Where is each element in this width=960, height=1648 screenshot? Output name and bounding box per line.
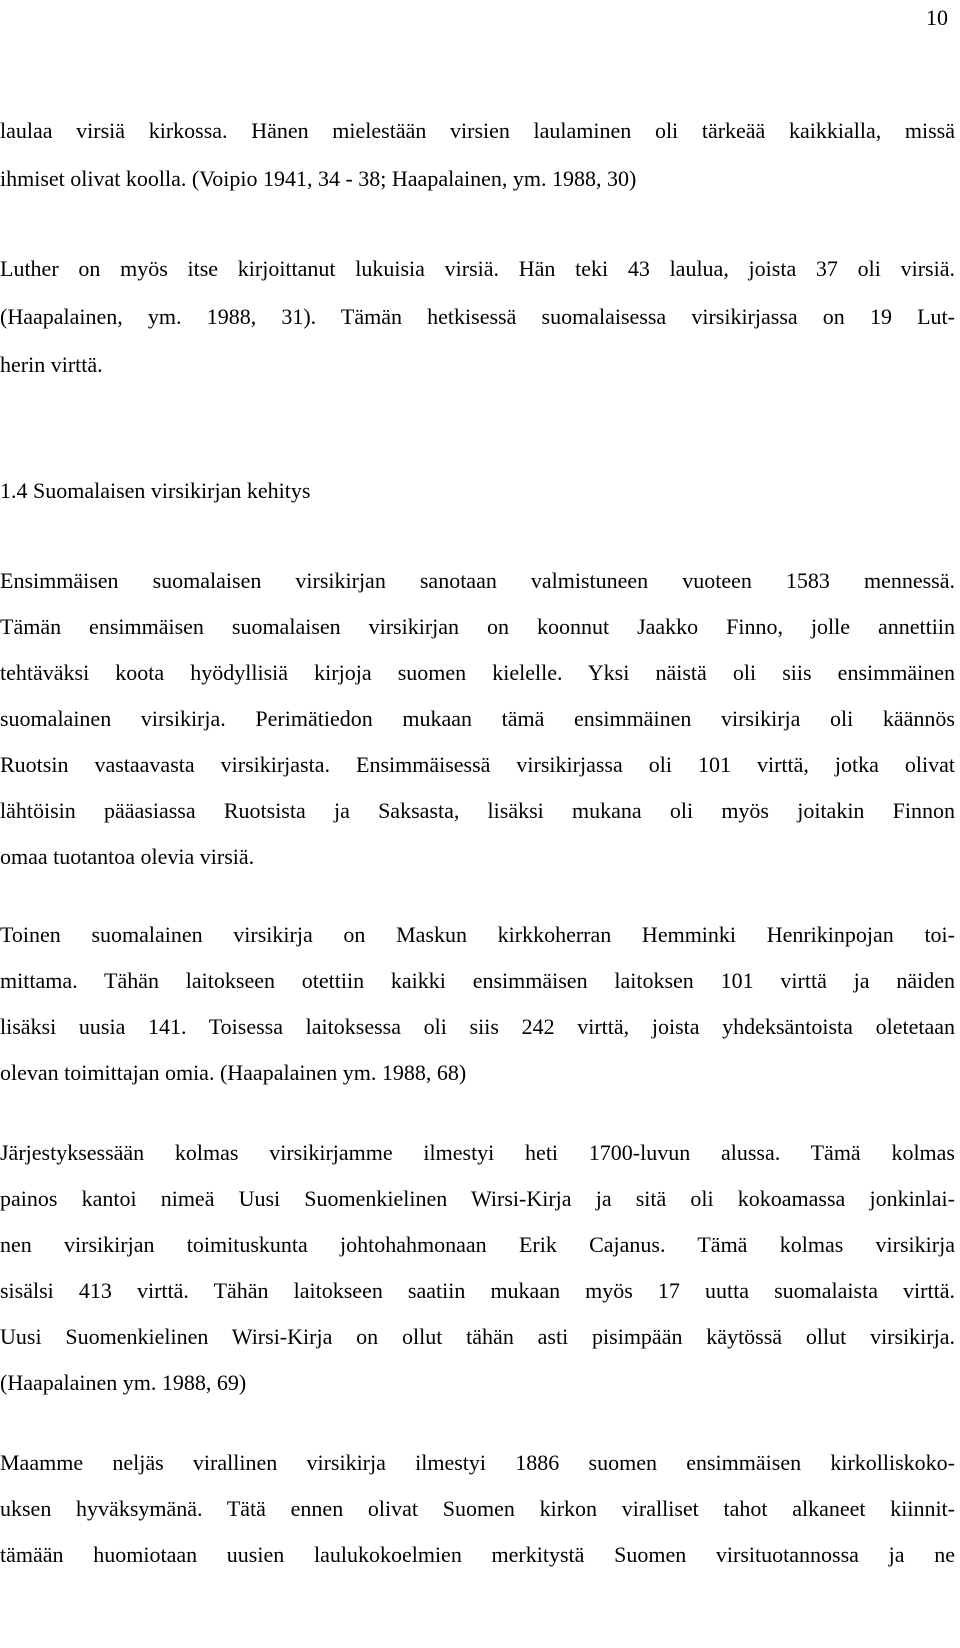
paragraph-1-line-2: ihmiset olivat koolla. (Voipio 1941, 34 - 38; Haapalainen, ym. 1988, 30) xyxy=(0,166,637,191)
paragraph-5-line-2: painos kantoi nimeä Uusi Suomenkielinen Wirsi-Kirja ja sitä oli kokoamassa jonkinlai- xyxy=(0,1186,955,1211)
paragraph-3-line-2: Tämän ensimmäisen suomalaisen virsikirjan on koonnut Jaakko Finno, jolle annettiin xyxy=(0,614,955,639)
paragraph-3-line-1: Ensimmäisen suomalaisen virsikirjan sanotaan valmistuneen vuoteen 1583 mennessä. xyxy=(0,568,955,593)
paragraph-6-line-2: uksen hyväksymänä. Tätä ennen olivat Suomen kirkon viralliset tahot alkaneet kiinnit- xyxy=(0,1496,955,1521)
section-heading: 1.4 Suomalaisen virsikirjan kehitys xyxy=(0,478,311,503)
paragraph-3-line-7: omaa tuotantoa olevia virsiä. xyxy=(0,844,255,869)
paragraph-3-line-4: suomalainen virsikirja. Perimätiedon mukaan tämä ensimmäinen virsikirja oli käännös xyxy=(0,706,955,731)
paragraph-1-line-1: laulaa virsiä kirkossa. Hänen mielestään virsien laulaminen oli tärkeää kaikkialla, missä xyxy=(0,118,955,143)
paragraph-5-line-1: Järjestyksessään kolmas virsikirjamme ilmestyi heti 1700-luvun alussa. Tämä kolmas xyxy=(0,1140,955,1165)
paragraph-3-line-6: lähtöisin pääasiassa Ruotsista ja Saksasta, lisäksi mukana oli myös joitakin Finnon xyxy=(0,798,955,823)
paragraph-4-line-2: mittama. Tähän laitokseen otettiin kaikki ensimmäisen laitoksen 101 virttä ja näiden xyxy=(0,968,955,993)
paragraph-5-line-5: Uusi Suomenkielinen Wirsi-Kirja on ollut tähän asti pisimpään käytössä ollut virsikirja. xyxy=(0,1324,955,1349)
paragraph-4-line-3: lisäksi uusia 141. Toisessa laitoksessa oli siis 242 virttä, joista yhdeksäntoista oletetaan xyxy=(0,1014,955,1039)
page-number: 10 xyxy=(926,5,948,30)
paragraph-6-line-1: Maamme neljäs virallinen virsikirja ilmestyi 1886 suomen ensimmäisen kirkolliskoko- xyxy=(0,1450,955,1475)
paragraph-4-line-4: olevan toimittajan omia. (Haapalainen ym. 1988, 68) xyxy=(0,1060,467,1085)
paragraph-2-line-1: Luther on myös itse kirjoittanut lukuisia virsiä. Hän teki 43 laulua, joista 37 oli virsiä. xyxy=(0,256,955,281)
paragraph-5-line-6: (Haapalainen ym. 1988, 69) xyxy=(0,1370,247,1395)
paragraph-3-line-5: Ruotsin vastaavasta virsikirjasta. Ensimmäisessä virsikirjassa oli 101 virttä, jotka olivat xyxy=(0,752,955,777)
paragraph-5-line-3: nen virsikirjan toimituskunta johtohahmonaan Erik Cajanus. Tämä kolmas virsikirja xyxy=(0,1232,955,1257)
paragraph-2-line-2: (Haapalainen, ym. 1988, 31). Tämän hetkisessä suomalaisessa virsikirjassa on 19 Lut- xyxy=(0,304,955,329)
paragraph-5-line-4: sisälsi 413 virttä. Tähän laitokseen saatiin mukaan myös 17 uutta suomalaista virttä. xyxy=(0,1278,955,1303)
paragraph-4-line-1: Toinen suomalainen virsikirja on Maskun kirkkoherran Hemminki Henrikinpojan toi- xyxy=(0,922,955,947)
paragraph-6-line-3: tämään huomiotaan uusien laulukokoelmien merkitystä Suomen virsituotannossa ja ne xyxy=(0,1542,955,1567)
paragraph-3-line-3: tehtäväksi koota hyödyllisiä kirjoja suomen kielelle. Yksi näistä oli siis ensimmäinen xyxy=(0,660,955,685)
paragraph-2-line-3: herin virttä. xyxy=(0,352,103,377)
